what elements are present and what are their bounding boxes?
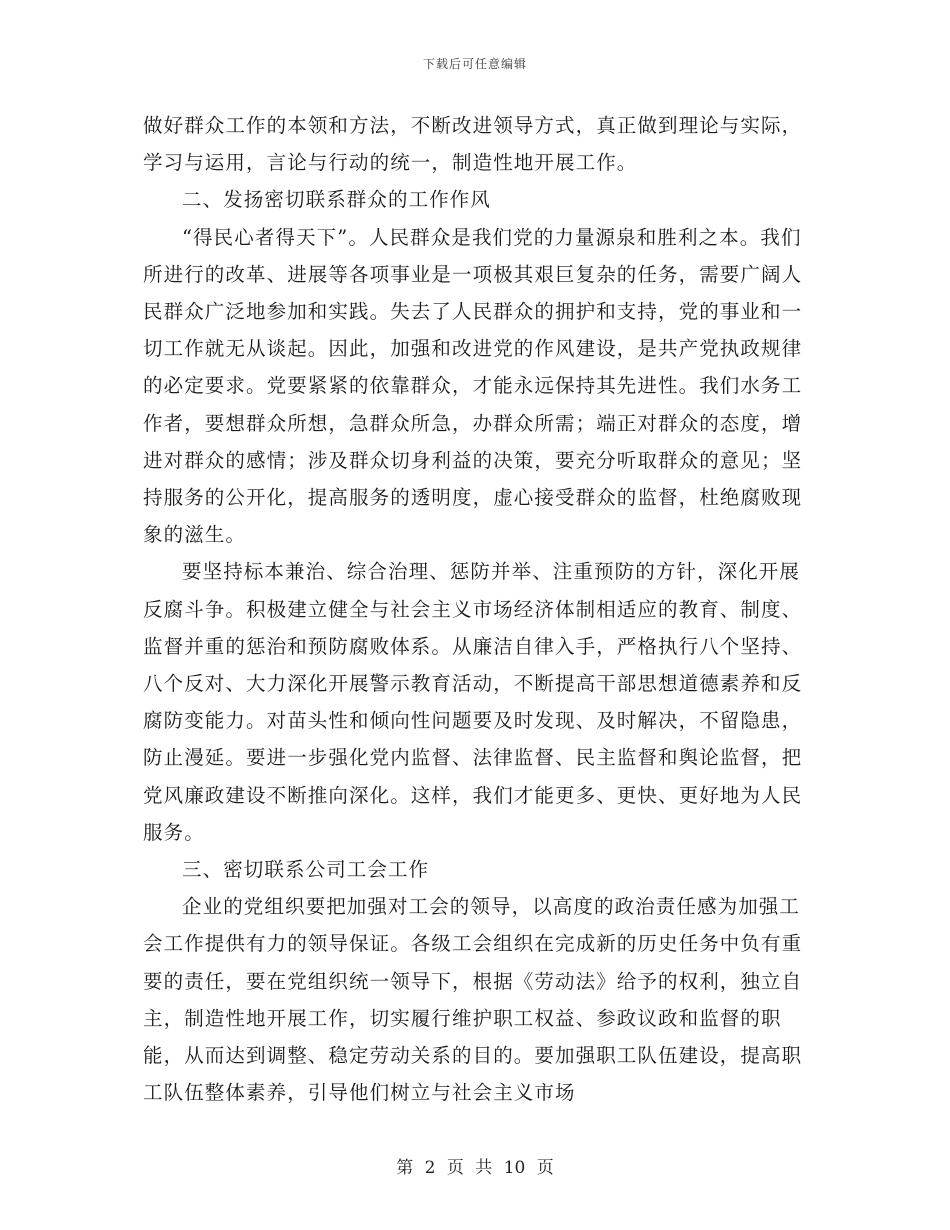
section-heading-3: 三、密切联系公司工会工作 xyxy=(182,858,430,882)
page-header: 下载后可任意编辑 xyxy=(422,57,527,71)
page-number: 第 2 页 共 10 页 xyxy=(396,1158,554,1178)
document-body xyxy=(143,107,808,1111)
paragraph-anti-corruption: 要坚持标本兼治、综合治理、惩防并举、注重预防的方针，深化开展反腐斗争。积极建立健全与社会主义市场经济体制相适应的教育、制度、监督并重的惩治和预防腐败体系。从廉洁自律入手，严格执行八个坚持、八个反对、大力深化开展警示教育活动，不断提高干部思想道德素养和反腐防变能力。对苗头性和倾向性问题要及时发现、及时解决，不留隐患，防止漫延。要进一步强化党内监督、法律监督、民主监督和舆论监督，把党风廉政建设不断推向深化。这样，我们才能更多、更快、更好地为人民服务。 xyxy=(143,560,803,844)
paragraph-continuation: 做好群众工作的本领和方法，不断改进领导方式，真正做到理论与实际，学习与运用，言论与行动的统一，制造性地开展工作。 xyxy=(143,114,803,175)
paragraph-mass-line: “得民心者得天下”。人民群众是我们党的力量源泉和胜利之本。我们所进行的改革、进展等各项事业是一项极其艰巨复杂的任务，需要广阔人民群众广泛地参加和实践。失去了人民群众的拥护和支持，党的事业和一切工作就无从谈起。因此，加强和改进党的作风建设，是共产党执政规律的必定要求。党要紧紧的依靠群众，才能永远保持其先进性。我们水务工作者，要想群众所想，急群众所急，办群众所需；端正对群众的态度，增进对群众的感情；涉及群众切身利益的决策，要充分听取群众的意见；坚持服务的公开化，提高服务的透明度，虚心接受群众的监督，杜绝腐败现象的滋生。 xyxy=(143,225,803,547)
section-heading-2: 二、发扬密切联系群众的工作作风 xyxy=(182,188,492,212)
paragraph-trade-union: 企业的党组织要把加强对工会的领导，以高度的政治责任感为加强工会工作提供有力的领导保证。各级工会组织在完成新的历史任务中负有重要的责任，要在党组织统一领导下，根据《劳动法》给予的权利，独立自主，制造性地开展工作，切实履行维护职工权益、参政议政和监督的职能，从而达到调整、稳定劳动关系的目的。要加强职工队伍建设，提高职工队伍整体素养，引导他们树立与社会主义市场 xyxy=(143,895,803,1105)
